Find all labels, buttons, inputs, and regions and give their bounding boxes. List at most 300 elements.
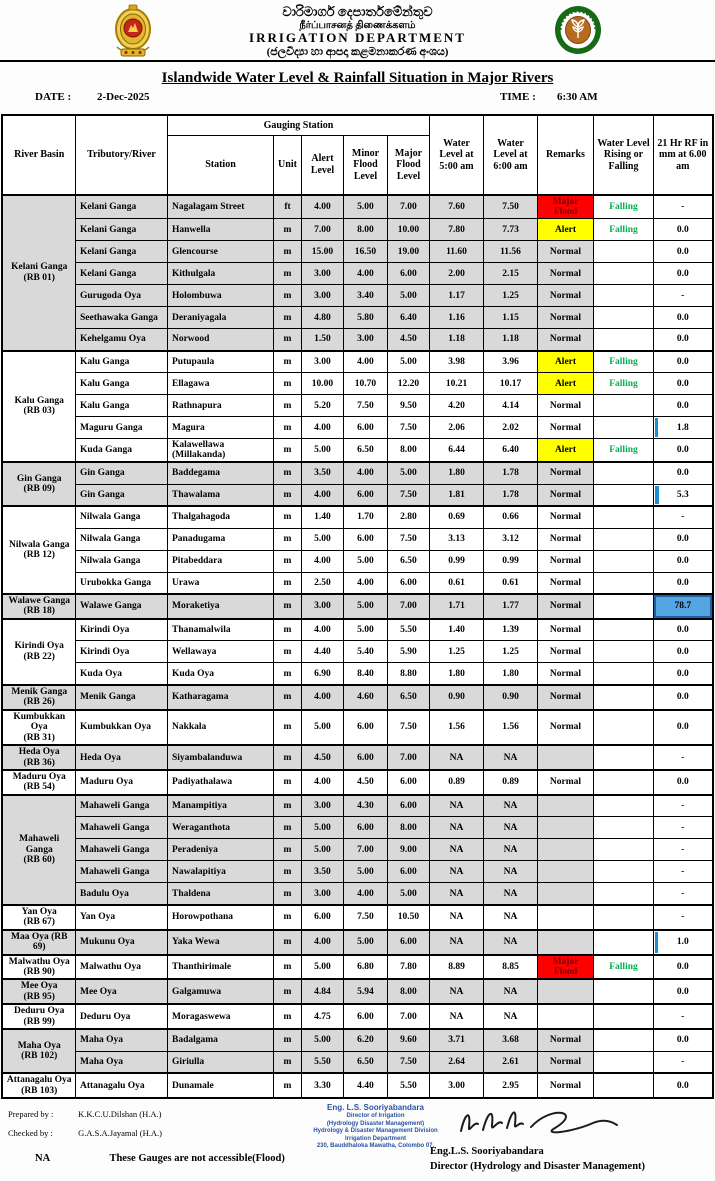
table-row	[2, 1004, 712, 1029]
water-level-5am-cell: 4.20	[430, 395, 484, 417]
station-cell: Padiyathalawa	[167, 770, 273, 795]
tributory-cell: Mee Oya	[75, 979, 167, 1004]
alert-level-cell: 3.00	[301, 795, 343, 817]
river-basin-cell: Maa Oya (RB 69)	[2, 930, 75, 955]
col-header-station: Station	[167, 135, 273, 195]
unit-cell: m	[273, 351, 301, 373]
water-level-table	[1, 114, 713, 1099]
water-level-5am-cell: 0.99	[430, 550, 484, 572]
remarks-cell	[538, 745, 594, 770]
unit-cell: m	[273, 861, 301, 883]
water-level-5am-cell: NA	[430, 905, 484, 930]
rainfall-cell: 0.0	[654, 307, 713, 329]
minor-flood-cell: 6.00	[343, 528, 387, 550]
rainfall-cell: 78.7	[654, 594, 713, 619]
alert-level-cell: 4.00	[301, 417, 343, 439]
water-level-6am-cell: NA	[484, 817, 538, 839]
rising-falling-cell	[594, 745, 654, 770]
table-row	[2, 641, 712, 663]
tributory-cell: Seethawaka Ganga	[75, 307, 167, 329]
minor-flood-cell: 10.70	[343, 373, 387, 395]
rainfall-cell: 0.0	[654, 663, 713, 685]
rising-falling-cell	[594, 883, 654, 905]
water-level-5am-cell: NA	[430, 745, 484, 770]
checked-by-label: Checked by :	[8, 1128, 53, 1139]
minor-flood-cell: 3.40	[343, 285, 387, 307]
na-note-text: These Gauges are not accessible(Flood)	[109, 1153, 285, 1165]
major-flood-cell: 4.50	[387, 329, 429, 351]
alert-level-cell: 5.00	[301, 955, 343, 980]
remarks-cell: Normal	[538, 528, 594, 550]
table-row	[2, 710, 712, 745]
table-row	[2, 979, 712, 1004]
alert-level-cell: 4.00	[301, 484, 343, 506]
tributory-cell: Mukunu Oya	[75, 930, 167, 955]
unit-cell: m	[273, 373, 301, 395]
station-cell: Moraketiya	[167, 594, 273, 619]
station-cell: Ellagawa	[167, 373, 273, 395]
alert-level-cell: 1.40	[301, 506, 343, 528]
station-cell: Manampitiya	[167, 795, 273, 817]
rainfall-cell: -	[654, 883, 713, 905]
signatory-name: Eng.L.S. Sooriyabandara	[430, 1146, 544, 1158]
river-basin-cell: Menik Ganga (RB 26)	[2, 685, 75, 710]
water-level-6am-cell: 3.96	[484, 351, 538, 373]
water-level-5am-cell: NA	[430, 817, 484, 839]
page-title: Islandwide Water Level & Rainfall Situation in Major Rivers	[161, 70, 554, 86]
station-cell: Norwood	[167, 329, 273, 351]
minor-flood-cell: 4.00	[343, 263, 387, 285]
table-row	[2, 663, 712, 685]
minor-flood-cell: 7.00	[343, 839, 387, 861]
table-row	[2, 351, 712, 373]
water-level-6am-cell: 11.56	[484, 241, 538, 263]
rising-falling-cell	[594, 1004, 654, 1029]
major-flood-cell: 19.00	[387, 241, 429, 263]
unit-cell: m	[273, 685, 301, 710]
minor-flood-cell: 6.00	[343, 1004, 387, 1029]
major-flood-cell: 5.00	[387, 462, 429, 484]
unit-cell: m	[273, 439, 301, 463]
tributory-cell: Kumbukkan Oya	[75, 710, 167, 745]
alert-level-cell: 6.90	[301, 663, 343, 685]
station-cell: Moragaswewa	[167, 1004, 273, 1029]
rising-falling-cell	[594, 817, 654, 839]
rainfall-cell: 0.0	[654, 955, 713, 980]
river-basin-cell: Kelani Ganga (RB 01)	[2, 195, 75, 351]
major-flood-cell: 6.00	[387, 861, 429, 883]
rainfall-cell: 1.8	[654, 417, 713, 439]
alert-level-cell: 4.00	[301, 685, 343, 710]
official-stamp	[288, 1103, 463, 1151]
minor-flood-cell: 5.00	[343, 594, 387, 619]
rising-falling-cell	[594, 685, 654, 710]
remarks-cell	[538, 839, 594, 861]
remarks-cell: Normal	[538, 263, 594, 285]
tributory-cell: Mahaweli Ganga	[75, 795, 167, 817]
water-level-6am-cell: NA	[484, 905, 538, 930]
unit-cell: m	[273, 955, 301, 980]
water-level-5am-cell: 3.13	[430, 528, 484, 550]
rainfall-bar	[655, 418, 658, 437]
water-level-6am-cell: NA	[484, 883, 538, 905]
river-basin-cell: Walawe Ganga (RB 18)	[2, 594, 75, 619]
major-flood-cell: 9.50	[387, 395, 429, 417]
unit-cell: m	[273, 1073, 301, 1098]
station-cell: Putupaula	[167, 351, 273, 373]
water-level-5am-cell: 7.60	[430, 195, 484, 219]
water-level-5am-cell: 0.61	[430, 572, 484, 594]
unit-cell: m	[273, 817, 301, 839]
rainfall-cell: 0.0	[654, 979, 713, 1004]
remarks-cell: Normal	[538, 550, 594, 572]
river-basin-cell: Gin Ganga (RB 09)	[2, 462, 75, 506]
water-level-6am-cell: 3.68	[484, 1029, 538, 1051]
rainfall-cell: -	[654, 817, 713, 839]
water-level-5am-cell: NA	[430, 930, 484, 955]
remarks-cell: Major Flood	[538, 955, 594, 980]
rainfall-cell: -	[654, 861, 713, 883]
water-level-5am-cell: 0.90	[430, 685, 484, 710]
rainfall-cell: -	[654, 745, 713, 770]
table-row	[2, 550, 712, 572]
org-name-tamil: நீர்ப்பாசனத் திணைக்களம்	[299, 19, 416, 31]
major-flood-cell: 7.80	[387, 955, 429, 980]
alert-level-cell: 4.00	[301, 550, 343, 572]
rising-falling-cell: Falling	[594, 955, 654, 980]
station-cell: Nagalagam Street	[167, 195, 273, 219]
station-cell: Yaka Wewa	[167, 930, 273, 955]
rising-falling-cell	[594, 417, 654, 439]
rainfall-cell: 0.0	[654, 550, 713, 572]
minor-flood-cell: 4.00	[343, 462, 387, 484]
minor-flood-cell: 4.60	[343, 685, 387, 710]
stamp-line: 230, Bauddhaloka Mawatha, Colombo 07.	[316, 1143, 435, 1150]
unit-cell: m	[273, 1051, 301, 1073]
minor-flood-cell: 6.50	[343, 1051, 387, 1073]
water-level-6am-cell: NA	[484, 839, 538, 861]
major-flood-cell: 7.00	[387, 594, 429, 619]
alert-level-cell: 7.00	[301, 219, 343, 241]
water-level-6am-cell: 0.90	[484, 685, 538, 710]
alert-level-cell: 3.00	[301, 263, 343, 285]
tributory-cell: Kelani Ganga	[75, 263, 167, 285]
unit-cell: m	[273, 710, 301, 745]
stamp-line: Hydrology & Disaster Management Division	[313, 1128, 438, 1135]
table-row	[2, 572, 712, 594]
alert-level-cell: 6.00	[301, 905, 343, 930]
tributory-cell: Kuda Ganga	[75, 439, 167, 463]
sri-lanka-emblem-icon	[112, 4, 154, 63]
tributory-cell: Deduru Oya	[75, 1004, 167, 1029]
remarks-cell: Normal	[538, 241, 594, 263]
alert-level-cell: 4.50	[301, 745, 343, 770]
water-level-6am-cell: NA	[484, 1004, 538, 1029]
water-level-5am-cell: 3.71	[430, 1029, 484, 1051]
unit-cell: m	[273, 241, 301, 263]
remarks-cell: Normal	[538, 462, 594, 484]
rainfall-cell: 0.0	[654, 263, 713, 285]
table-row	[2, 930, 712, 955]
tributory-cell: Maduru Oya	[75, 770, 167, 795]
remarks-cell: Normal	[538, 641, 594, 663]
rainfall-cell: -	[654, 905, 713, 930]
remarks-cell: Normal	[538, 417, 594, 439]
rainfall-cell: 0.0	[654, 572, 713, 594]
rainfall-cell: 0.0	[654, 685, 713, 710]
station-cell: Galgamuwa	[167, 979, 273, 1004]
col-header-wl6: Water Level at 6:00 am	[484, 115, 538, 195]
unit-cell: m	[273, 883, 301, 905]
minor-flood-cell: 8.40	[343, 663, 387, 685]
rainfall-bar	[655, 486, 659, 505]
water-level-6am-cell: 7.50	[484, 195, 538, 219]
rising-falling-cell	[594, 1051, 654, 1073]
tributory-cell: Kirindi Oya	[75, 641, 167, 663]
stamp-line: (Hydrology Disaster Management)	[326, 1120, 425, 1127]
major-flood-cell: 5.00	[387, 285, 429, 307]
rising-falling-cell	[594, 795, 654, 817]
water-level-6am-cell: 1.78	[484, 484, 538, 506]
alert-level-cell: 5.00	[301, 528, 343, 550]
tributory-cell: Kuda Oya	[75, 663, 167, 685]
alert-level-cell: 15.00	[301, 241, 343, 263]
prepared-by-label: Prepared by :	[8, 1109, 54, 1120]
water-level-6am-cell: 0.66	[484, 506, 538, 528]
river-basin-cell: Malwathu Oya (RB 90)	[2, 955, 75, 980]
rainfall-cell: -	[654, 506, 713, 528]
station-cell: Katharagama	[167, 685, 273, 710]
table-row	[2, 263, 712, 285]
unit-cell: m	[273, 1029, 301, 1051]
major-flood-cell: 10.00	[387, 219, 429, 241]
table-row	[2, 329, 712, 351]
org-name-sinhala: වාරිමාර්ග දෙපාර්තමේන්තුව	[282, 4, 433, 19]
station-cell: Siyambalanduwa	[167, 745, 273, 770]
minor-flood-cell: 7.50	[343, 395, 387, 417]
table-row	[2, 195, 712, 219]
unit-cell: m	[273, 219, 301, 241]
table-row	[2, 219, 712, 241]
remarks-cell: Normal	[538, 329, 594, 351]
station-cell: Baddegama	[167, 462, 273, 484]
water-level-5am-cell: 7.80	[430, 219, 484, 241]
rainfall-cell: 0.0	[654, 351, 713, 373]
major-flood-cell: 6.50	[387, 550, 429, 572]
alert-level-cell: 5.00	[301, 817, 343, 839]
col-header-minor: Minor Flood Level	[343, 135, 387, 195]
major-flood-cell: 8.80	[387, 663, 429, 685]
major-flood-cell: 6.40	[387, 307, 429, 329]
remarks-cell: Normal	[538, 663, 594, 685]
time-label: TIME :	[500, 91, 536, 103]
unit-cell: m	[273, 484, 301, 506]
rising-falling-cell	[594, 241, 654, 263]
water-level-6am-cell: NA	[484, 861, 538, 883]
table-row	[2, 619, 712, 641]
unit-cell: m	[273, 905, 301, 930]
irrigation-department-seal-icon	[553, 4, 603, 61]
rising-falling-cell	[594, 710, 654, 745]
major-flood-cell: 6.00	[387, 930, 429, 955]
major-flood-cell: 10.50	[387, 905, 429, 930]
table-row	[2, 1029, 712, 1051]
major-flood-cell: 5.50	[387, 619, 429, 641]
unit-cell: m	[273, 1004, 301, 1029]
unit-cell: m	[273, 550, 301, 572]
water-level-5am-cell: NA	[430, 839, 484, 861]
rainfall-cell: 0.0	[654, 641, 713, 663]
station-cell: Kuda Oya	[167, 663, 273, 685]
major-flood-cell: 6.00	[387, 263, 429, 285]
water-level-6am-cell: 2.02	[484, 417, 538, 439]
rising-falling-cell	[594, 1073, 654, 1098]
major-flood-cell: 6.00	[387, 770, 429, 795]
major-flood-cell: 7.00	[387, 1004, 429, 1029]
water-level-6am-cell: 0.99	[484, 550, 538, 572]
alert-level-cell: 4.00	[301, 195, 343, 219]
river-basin-cell: Kumbukkan Oya (RB 31)	[2, 710, 75, 745]
alert-level-cell: 4.00	[301, 930, 343, 955]
rainfall-cell: -	[654, 1004, 713, 1029]
river-basin-cell: Kirindi Oya (RB 22)	[2, 619, 75, 685]
rising-falling-cell	[594, 329, 654, 351]
water-level-5am-cell: 6.44	[430, 439, 484, 463]
rainfall-cell: 0.0	[654, 710, 713, 745]
rising-falling-cell	[594, 770, 654, 795]
rising-falling-cell	[594, 930, 654, 955]
rising-falling-cell: Falling	[594, 439, 654, 463]
col-header-rising: Water Level Rising or Falling	[594, 115, 654, 195]
station-cell: Peradeniya	[167, 839, 273, 861]
col-header-major: Major Flood Level	[387, 135, 429, 195]
station-cell: Dunamale	[167, 1073, 273, 1098]
date-label: DATE :	[35, 91, 72, 103]
water-level-5am-cell: 0.69	[430, 506, 484, 528]
tributory-cell: Gin Ganga	[75, 484, 167, 506]
alert-level-cell: 5.20	[301, 395, 343, 417]
alert-level-cell: 3.50	[301, 462, 343, 484]
rising-falling-cell	[594, 528, 654, 550]
rainfall-cell: 0.0	[654, 439, 713, 463]
water-level-6am-cell: NA	[484, 795, 538, 817]
station-cell: Nakkala	[167, 710, 273, 745]
remarks-cell: Normal	[538, 685, 594, 710]
table-row	[2, 685, 712, 710]
major-flood-cell: 12.20	[387, 373, 429, 395]
rainfall-cell: -	[654, 795, 713, 817]
table-body	[2, 195, 712, 1098]
tributory-cell: Mahaweli Ganga	[75, 861, 167, 883]
major-flood-cell: 7.00	[387, 195, 429, 219]
minor-flood-cell: 1.70	[343, 506, 387, 528]
water-level-5am-cell: 0.89	[430, 770, 484, 795]
minor-flood-cell: 5.00	[343, 861, 387, 883]
remarks-cell: Normal	[538, 395, 594, 417]
table-row	[2, 745, 712, 770]
alert-level-cell: 5.00	[301, 1029, 343, 1051]
water-level-5am-cell: 8.89	[430, 955, 484, 980]
major-flood-cell: 5.00	[387, 883, 429, 905]
alert-level-cell: 5.50	[301, 1051, 343, 1073]
alert-level-cell: 4.80	[301, 307, 343, 329]
major-flood-cell: 9.00	[387, 839, 429, 861]
major-flood-cell: 7.50	[387, 710, 429, 745]
water-level-5am-cell: 1.80	[430, 462, 484, 484]
remarks-cell: Alert	[538, 439, 594, 463]
rainfall-cell: 0.0	[654, 329, 713, 351]
date-value: 2-Dec-2025	[97, 91, 150, 103]
alert-level-cell: 5.00	[301, 710, 343, 745]
col-header-tributory: Tributory/River	[75, 115, 167, 195]
station-cell: Rathnapura	[167, 395, 273, 417]
major-flood-cell: 7.50	[387, 528, 429, 550]
water-level-6am-cell: 8.85	[484, 955, 538, 980]
alert-level-cell: 3.30	[301, 1073, 343, 1098]
major-flood-cell: 8.00	[387, 439, 429, 463]
remarks-cell: Alert	[538, 373, 594, 395]
rainfall-cell: 0.0	[654, 770, 713, 795]
water-level-5am-cell: 1.71	[430, 594, 484, 619]
minor-flood-cell: 4.50	[343, 770, 387, 795]
water-level-6am-cell: 4.14	[484, 395, 538, 417]
major-flood-cell: 6.00	[387, 572, 429, 594]
rainfall-cell: 0.0	[654, 241, 713, 263]
water-level-5am-cell: 2.64	[430, 1051, 484, 1073]
water-level-6am-cell: 1.18	[484, 329, 538, 351]
water-level-5am-cell: 1.25	[430, 641, 484, 663]
water-level-5am-cell: 1.40	[430, 619, 484, 641]
tributory-cell: Gin Ganga	[75, 462, 167, 484]
alert-level-cell: 3.00	[301, 594, 343, 619]
tributory-cell: Menik Ganga	[75, 685, 167, 710]
unit-cell: m	[273, 770, 301, 795]
remarks-cell	[538, 883, 594, 905]
station-cell: Weraganthota	[167, 817, 273, 839]
station-cell: Kalawellawa (Millakanda)	[167, 439, 273, 463]
table-row	[2, 955, 712, 980]
minor-flood-cell: 5.00	[343, 619, 387, 641]
rising-falling-cell	[594, 979, 654, 1004]
remarks-cell: Normal	[538, 572, 594, 594]
table-row	[2, 241, 712, 263]
tributory-cell: Kehelgamu Oya	[75, 329, 167, 351]
tributory-cell: Maha Oya	[75, 1051, 167, 1073]
rainfall-cell: 0.0	[654, 373, 713, 395]
table-row	[2, 1073, 712, 1098]
col-header-alert: Alert Level	[301, 135, 343, 195]
station-cell: Thanthirimale	[167, 955, 273, 980]
unit-cell: m	[273, 745, 301, 770]
water-level-6am-cell: 1.15	[484, 307, 538, 329]
unit-cell: m	[273, 641, 301, 663]
table-row	[2, 770, 712, 795]
rainfall-cell: 0.0	[654, 462, 713, 484]
water-level-6am-cell: 10.17	[484, 373, 538, 395]
rainfall-cell: 0.0	[654, 528, 713, 550]
tributory-cell: Kelani Ganga	[75, 219, 167, 241]
water-level-6am-cell: 7.73	[484, 219, 538, 241]
major-flood-cell: 7.50	[387, 484, 429, 506]
water-level-5am-cell: 11.60	[430, 241, 484, 263]
table-row	[2, 1051, 712, 1073]
water-level-5am-cell: 1.17	[430, 285, 484, 307]
river-basin-cell: Maduru Oya (RB 54)	[2, 770, 75, 795]
minor-flood-cell: 5.94	[343, 979, 387, 1004]
major-flood-cell: 9.60	[387, 1029, 429, 1051]
major-flood-cell: 7.00	[387, 745, 429, 770]
alert-level-cell: 10.00	[301, 373, 343, 395]
